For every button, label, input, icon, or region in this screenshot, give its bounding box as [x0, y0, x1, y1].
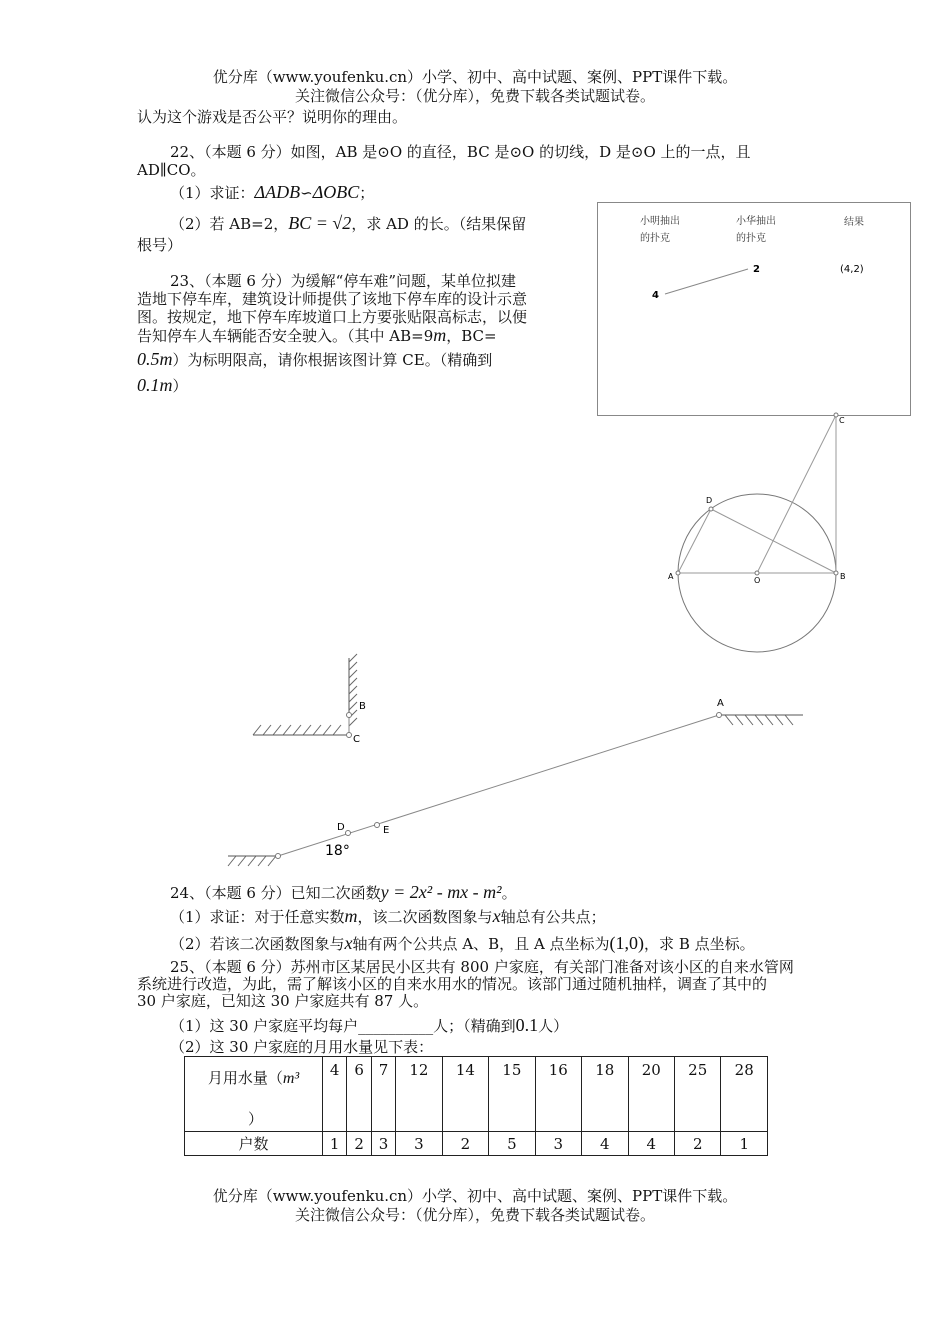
- point-e: [375, 823, 380, 828]
- usage-label-unit: m³: [282, 1070, 300, 1087]
- q24-part1: [170, 907, 606, 927]
- figure-col1-line1: 小明抽出: [640, 216, 680, 227]
- circle-figure: [660, 405, 860, 655]
- households-cell: 4: [628, 1132, 674, 1156]
- label-c: C: [353, 734, 360, 745]
- usage-cell: 6: [347, 1057, 371, 1132]
- q22-part2-prefix: （2）若 AB=2，: [170, 215, 289, 233]
- figure-branch-svg: [598, 203, 910, 415]
- q23-line5-text: ）为标明限高，请你根据该图计算 CE。（精确到: [172, 351, 493, 369]
- table-header-usage: [185, 1057, 323, 1132]
- q24-function: y = 2x² - mx - m²: [380, 882, 502, 902]
- q25-part1: [170, 1016, 568, 1036]
- figure-col1-line2: 的扑克: [640, 233, 670, 244]
- households-cell: 4: [582, 1132, 628, 1156]
- q25-line2: 系统进行改造，为此，需了解该小区的自来水用水的情况。该部门通过随机抽样，调查了其中的: [137, 975, 768, 993]
- q25-p1-math: 0.1: [515, 1015, 539, 1035]
- label-a: A: [668, 572, 674, 581]
- label-b: B: [840, 572, 846, 581]
- q23-line3: 图。按规定，地下停车库坡道口上方要张贴限高标志，以便: [137, 308, 528, 326]
- q24-part2: [170, 934, 755, 954]
- q22-line2: AD∥CO。: [137, 161, 206, 179]
- q23-line4-a: 告知停车人车辆能否安全驶入。（其中 AB=9: [137, 327, 434, 345]
- table-row-households: [185, 1132, 768, 1156]
- table-row-usage: [185, 1057, 768, 1132]
- figure-col3-header: 结果: [844, 217, 864, 228]
- usage-cell: 7: [371, 1057, 395, 1132]
- q25-part2: （2）这 30 户家庭的月用水量见下表：: [170, 1038, 434, 1056]
- point-d: [709, 507, 713, 511]
- point-a: [676, 571, 680, 575]
- q23-math-01m: 0.1m: [137, 375, 173, 395]
- q24-line1-suffix: 。: [501, 884, 517, 902]
- figure-branch-line: [665, 269, 748, 294]
- label-c: C: [839, 416, 845, 425]
- q22-similar-symbol: ∽: [300, 184, 313, 202]
- q25-line3: 30 户家庭，已知这 30 户家庭共有 87 人。: [137, 992, 429, 1010]
- q24-p1-m: m: [344, 906, 358, 926]
- households-cell: 3: [396, 1132, 442, 1156]
- q22-part1-suffix: ；: [359, 184, 375, 202]
- label-o: O: [754, 576, 761, 585]
- q22-part2: [170, 214, 526, 234]
- point-o: [755, 571, 759, 575]
- q22-part1: [170, 183, 374, 203]
- ceiling-hatch: [253, 725, 341, 735]
- q22-math-bc: BC = √2: [288, 213, 352, 233]
- point-b: [834, 571, 838, 575]
- label-a: A: [717, 698, 724, 709]
- q21-tail: 认为这个游戏是否公平？说明你的理由。: [137, 108, 408, 126]
- ground-right-hatch: [725, 715, 793, 725]
- q23-line5: [137, 350, 492, 370]
- q23-line4-b: ，BC=: [446, 327, 497, 345]
- q25-line1: 25、（本题 6 分）苏州市区某居民小区共有 800 户家庭，有关部门准备对该小区的自来水管网: [170, 958, 794, 976]
- q24-p2-mid: 轴有两个公共点 A、B，且 A 点坐标为: [352, 935, 610, 953]
- q23-line2: 造地下停车库，建筑设计师提供了该地下停车库的设计示意: [137, 290, 528, 308]
- q25-p1-prefix: （1）这 30 户家庭平均每户__________人；（精确到: [170, 1017, 516, 1035]
- usage-cell: 16: [535, 1057, 581, 1132]
- q22-line1: 22、（本题 6 分）如图，AB 是⊙O 的直径，BC 是⊙O 的切线，D 是⊙O 上的一点，且: [170, 143, 751, 161]
- figure-left-value: 4: [652, 290, 659, 301]
- q24-p2-prefix: （2）若该二次函数图象与: [170, 935, 345, 953]
- households-cell: 2: [442, 1132, 488, 1156]
- water-usage-table: [184, 1056, 768, 1156]
- segment-db: [711, 509, 836, 573]
- usage-cell: 18: [582, 1057, 628, 1132]
- usage-cell: 15: [489, 1057, 535, 1132]
- q24-p1-mid: ，该二次函数图象与: [357, 908, 493, 926]
- usage-cell: 4: [323, 1057, 347, 1132]
- label-b: B: [359, 701, 366, 712]
- page-footer-line1: 优分库（www.youfenku.cn）小学、初中、高中试题、案例、PPT课件下载。: [212, 1187, 738, 1205]
- label-e: E: [383, 825, 390, 836]
- households-cell: 3: [535, 1132, 581, 1156]
- ramp-figure: [220, 650, 820, 870]
- q25-p1-suffix: 人）: [538, 1017, 569, 1035]
- page-header-line2: 关注微信公众号：（优分库），免费下载各类试题试卷。: [294, 87, 655, 105]
- q22-part1-prefix: （1）求证：: [170, 184, 255, 202]
- q23-line6: [137, 376, 188, 396]
- households-cell: 5: [489, 1132, 535, 1156]
- figure-col2-line1: 小华抽出: [736, 216, 776, 227]
- point-c: [834, 413, 838, 417]
- q22-math-obc: ΔOBC: [312, 182, 360, 202]
- q24-line1-prefix: 24、（本题 6 分）已知二次函数: [170, 884, 381, 902]
- page-footer-line2: 关注微信公众号：（优分库），免费下载各类试题试卷。: [294, 1206, 655, 1224]
- ramp-line: [278, 715, 719, 856]
- figure-result: (4,2): [840, 264, 864, 275]
- point-c: [347, 733, 352, 738]
- q22-part2-suffix: ，求 AD 的长。（结果保留: [351, 215, 527, 233]
- label-angle: 18°: [325, 843, 350, 859]
- usage-cell: 12: [396, 1057, 442, 1132]
- segment-oc: [757, 415, 836, 573]
- q24-p2-coord: (1,0): [609, 933, 645, 953]
- usage-cell: 25: [674, 1057, 720, 1132]
- label-d: D: [337, 822, 345, 833]
- card-result-figure: [597, 202, 911, 416]
- q23-unit-m: m: [433, 325, 447, 345]
- households-cell: 2: [674, 1132, 720, 1156]
- q23-line6-text: ）: [172, 377, 188, 395]
- point-b: [347, 713, 352, 718]
- label-d: D: [706, 496, 713, 505]
- q22-part2-line2: 根号）: [137, 236, 183, 254]
- q23-line1: 23、（本题 6 分）为缓解“停车难”问题，某单位拟建: [170, 272, 517, 290]
- figure-col2-line2: 的扑克: [736, 233, 766, 244]
- table-header-households: 户数: [185, 1132, 323, 1156]
- q23-math-05m: 0.5m: [137, 349, 173, 369]
- households-cell: 3: [371, 1132, 395, 1156]
- usage-cell: 20: [628, 1057, 674, 1132]
- usage-label-a: 月用水量（: [207, 1069, 283, 1087]
- point-a: [717, 713, 722, 718]
- usage-cell: 28: [721, 1057, 768, 1132]
- households-cell: 1: [721, 1132, 768, 1156]
- q23-line4: [137, 326, 497, 346]
- q24-p1-prefix: （1）求证：对于任意实数: [170, 908, 345, 926]
- q24-p1-x: x: [492, 906, 501, 926]
- q24-line1: [170, 883, 517, 903]
- q24-p2-suffix: ，求 B 点坐标。: [644, 935, 755, 953]
- usage-cell: 14: [442, 1057, 488, 1132]
- households-cell: 2: [347, 1132, 371, 1156]
- figure-right-value: 2: [753, 264, 760, 275]
- q24-p1-suffix: 轴总有公共点；: [500, 908, 606, 926]
- page-header-line1: 优分库（www.youfenku.cn）小学、初中、高中试题、案例、PPT课件下载。: [212, 68, 738, 86]
- q22-math-adb: ΔADB: [254, 182, 301, 202]
- point-d: [346, 831, 351, 836]
- usage-label-b: ）: [248, 1110, 264, 1128]
- point-ramp-start: [276, 854, 281, 859]
- households-cell: 1: [323, 1132, 347, 1156]
- ground-left-hatch: [228, 856, 276, 866]
- q24-p2-x: x: [344, 933, 353, 953]
- segment-ad: [678, 509, 711, 573]
